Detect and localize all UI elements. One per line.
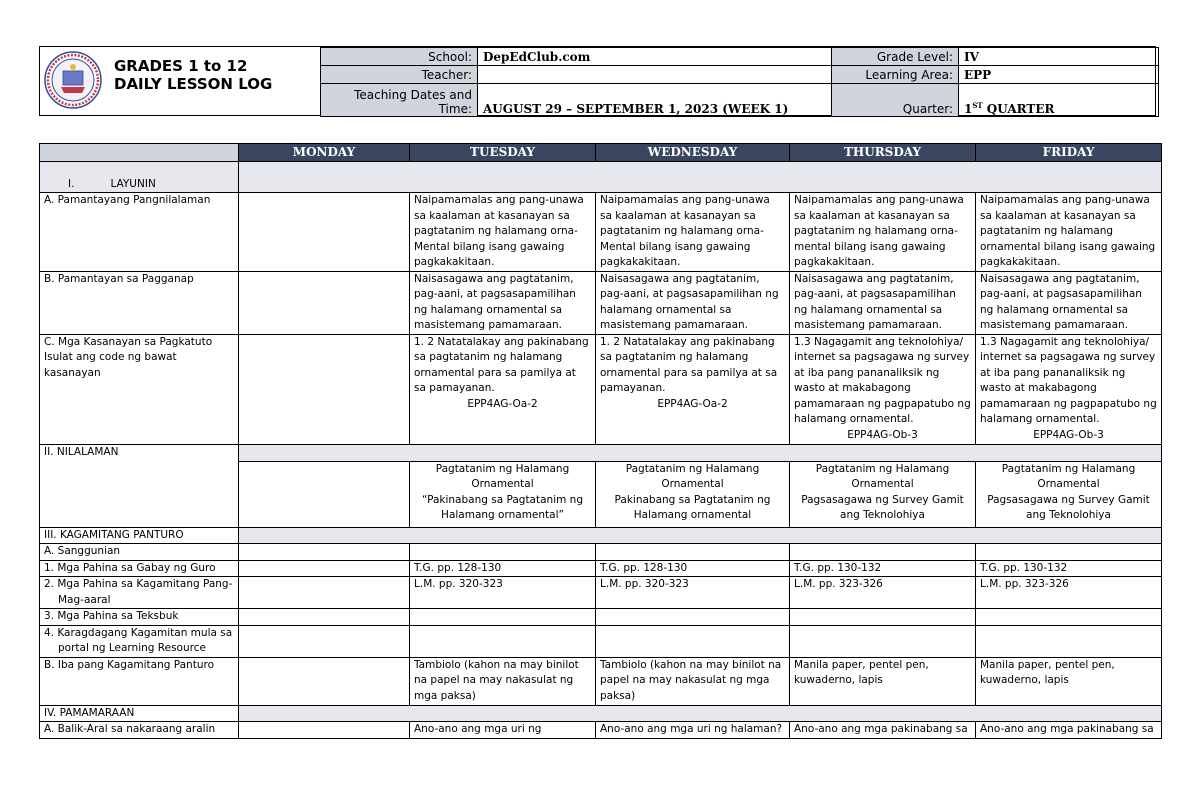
row-label-pamantayan-sa-pagganap: B. Pamantayan sa Pagganap xyxy=(40,271,239,334)
cell-wednesday: Naipamamalas ang pang-unawa sa kaalaman at kasanayan sa pagtatanim ng halamang orna-Mental bilang isang gawaing pagkakakitaan. xyxy=(596,193,790,272)
topic-title: Pagtatanim ng Halamang Ornamental xyxy=(1001,462,1136,490)
cell-wednesday: Naisasagawa ang pagtatanim, pag-aani, at pagsasapamilihan ng halamang ornamental sa masistemang pamamaraan. xyxy=(596,271,790,334)
table-row xyxy=(40,625,1162,657)
cell-thursday xyxy=(790,609,976,626)
section-kagamitan-row xyxy=(40,527,1162,544)
competency-text: 1.3 Nagagamit ang teknolohiya/ internet sa pagsagawa ng survey at iba pang pananaliksik ng wasto at makabagong pamamaraan ng pagpapatubo ng halamang ornamental. xyxy=(980,335,1157,425)
section-layunin xyxy=(40,162,239,193)
teaching-dates-value: AUGUST 29 – SEPTEMBER 1, 2023 (WEEK 1) xyxy=(478,84,832,117)
cell-friday: Naipamamalas ang pang-unawa sa kaalaman at kasanayan sa pagtatanim ng halamang ornamental bilang isang gawaing pagkakakitaan. xyxy=(976,193,1162,272)
competency-code: EPP4AG-Oa-2 xyxy=(657,397,728,410)
cell-tuesday xyxy=(410,461,596,527)
deped-seal-icon xyxy=(44,51,102,109)
day-header-blank xyxy=(40,144,239,162)
table-row xyxy=(40,657,1162,705)
day-tuesday: TUESDAY xyxy=(410,144,596,162)
row-label-text: 4. Karagdagang Kagamitan mula sa portal ng Learning Resource xyxy=(44,626,233,654)
cell-friday xyxy=(976,334,1162,444)
competency-code: EPP4AG-Ob-3 xyxy=(847,428,918,441)
row-label-gabay-ng-guro: 1. Mga Pahina sa Gabay ng Guro xyxy=(40,560,239,577)
competency-code: EPP4AG-Oa-2 xyxy=(467,397,538,410)
learning-area-label: Learning Area: xyxy=(832,66,959,84)
topic-subtitle: Pakinabang sa Pagtatanim ng Halamang ornamental xyxy=(614,493,771,521)
cell-wednesday xyxy=(596,461,790,527)
section-pamamaraan-fill xyxy=(239,705,1162,722)
section-nilalaman-row xyxy=(40,444,1162,461)
cell-tuesday: Naisasagawa ang pagtatanim, pag-aani, at pagsasapamilihan ng halamang ornamental sa masistemang pamamaraan. xyxy=(410,271,596,334)
day-friday: FRIDAY xyxy=(976,144,1162,162)
table-row xyxy=(40,560,1162,577)
cell-friday: Ano-ano ang mga pakinabang sa xyxy=(976,722,1162,739)
competency-code: EPP4AG-Ob-3 xyxy=(1033,428,1104,441)
row-label-karagdagang-kagamitan xyxy=(40,625,239,657)
cell-wednesday: Ano-ano ang mga uri ng halaman? xyxy=(596,722,790,739)
section-kagamitan: III. KAGAMITANG PANTURO xyxy=(40,527,239,544)
row-label-mga-kasanayan: C. Mga Kasanayan sa Pagkatuto Isulat ang code ng bawat kasanayan xyxy=(40,334,239,444)
row-label-text: 2. Mga Pahina sa Kagamitang Pang-Mag-aaral xyxy=(44,578,233,606)
competency-text: 1. 2 Natatalakay ang pakinabang sa pagtatanim ng halamang ornamental para sa pamilya at sa pamayanan. xyxy=(414,335,589,394)
day-monday: MONDAY xyxy=(239,144,410,162)
cell-monday xyxy=(239,461,410,527)
topic-subtitle: Pagsasagawa ng Survey Gamit ang Teknolohiya xyxy=(801,493,964,521)
section-nilalaman: II. NILALAMAN xyxy=(40,444,239,527)
cell-wednesday xyxy=(596,334,790,444)
cell-monday xyxy=(239,625,410,657)
table-row xyxy=(40,722,1162,739)
cell-thursday xyxy=(790,334,976,444)
cell-friday xyxy=(976,625,1162,657)
row-label-pamantayang-pangnilalaman: A. Pamantayang Pangnilalaman xyxy=(40,193,239,272)
cell-wednesday: Tambiolo (kahon na may binilot na papel na may nakasulat ng mga paksa) xyxy=(596,657,790,705)
cell-friday xyxy=(976,461,1162,527)
day-thursday: THURSDAY xyxy=(790,144,976,162)
quarter-text: QUARTER xyxy=(982,102,1055,116)
table-row xyxy=(40,193,1162,272)
cell-friday: T.G. pp. 130-132 xyxy=(976,560,1162,577)
topic-title: Pagtatanim ng Halamang Ornamental xyxy=(625,462,760,490)
cell-thursday xyxy=(790,625,976,657)
teacher-label: Teacher: xyxy=(321,66,478,84)
row-label-balik-aral: A. Balik-Aral sa nakaraang aralin xyxy=(40,722,239,739)
row-label-teksbuk: 3. Mga Pahina sa Teksbuk xyxy=(40,609,239,626)
cell-tuesday xyxy=(410,334,596,444)
cell-thursday: Ano-ano ang mga pakinabang sa xyxy=(790,722,976,739)
cell-thursday: Manila paper, pentel pen, kuwaderno, lapis xyxy=(790,657,976,705)
school-label: School: xyxy=(321,48,478,66)
table-row xyxy=(40,271,1162,334)
lesson-log-table xyxy=(39,143,1162,739)
section-pamamaraan: IV. PAMAMARAAN xyxy=(40,705,239,722)
cell-friday: Naisasagawa ang pagtatanim, pag-aani, at pagsasapamilihan ng halamang ornamental sa masistemang pamamaraan. xyxy=(976,271,1162,334)
quarter-suffix: ST xyxy=(972,101,983,110)
section-layunin-fill xyxy=(239,162,1162,193)
cell-monday xyxy=(239,722,410,739)
cell-friday xyxy=(976,544,1162,561)
cell-thursday: Naisasagawa ang pagtatanim, pag-aani, at pagsasapamilihan ng halamang ornamental sa masistemang pamamaraan. xyxy=(790,271,976,334)
cell-tuesday: Tambiolo (kahon na may binilot na papel na may nakasulat ng mga paksa) xyxy=(410,657,596,705)
cell-tuesday: T.G. pp. 128-130 xyxy=(410,560,596,577)
grade-level-label: Grade Level: xyxy=(832,48,959,66)
teaching-dates-label xyxy=(321,84,478,117)
topic-title: Pagtatanim ng Halamang Ornamental xyxy=(815,462,950,490)
cell-tuesday xyxy=(410,609,596,626)
cell-monday xyxy=(239,334,410,444)
cell-wednesday xyxy=(596,544,790,561)
cell-tuesday xyxy=(410,625,596,657)
table-row xyxy=(40,609,1162,626)
title-line-2: DAILY LESSON LOG xyxy=(114,75,273,93)
quarter-label: Quarter: xyxy=(832,84,959,117)
day-wednesday: WEDNESDAY xyxy=(596,144,790,162)
competency-text: 1.3 Nagagamit ang teknolohiya/ internet sa pagsagawa ng survey at iba pang pananaliksik ng wasto at makabagong pamamaraan ng pagpapatubo ng halamang ornamental. xyxy=(794,335,971,425)
cell-monday xyxy=(239,560,410,577)
cell-monday xyxy=(239,577,410,609)
teaching-dates-label-line1: Teaching Dates and xyxy=(354,88,472,102)
cell-friday: Manila paper, pentel pen, kuwaderno, lapis xyxy=(976,657,1162,705)
cell-thursday: Naipamamalas ang pang-unawa sa kaalaman at kasanayan sa pagtatanim ng halamang orna-mental bilang isang gawaing pagkakakitaan. xyxy=(790,193,976,272)
section-nilalaman-fill xyxy=(239,444,1162,461)
teacher-value xyxy=(478,66,832,84)
section-pamamaraan-row xyxy=(40,705,1162,722)
table-row xyxy=(40,577,1162,609)
header-info-table xyxy=(320,47,1159,117)
cell-friday xyxy=(976,609,1162,626)
section-layunin-title: LAYUNIN xyxy=(110,177,156,190)
table-row xyxy=(40,334,1162,444)
competency-text: 1. 2 Natatalakay ang pakinabang sa pagtatanim ng halamang ornamental para sa pamilya at sa pamayanan. xyxy=(600,335,778,394)
cell-thursday xyxy=(790,544,976,561)
cell-monday xyxy=(239,193,410,272)
document-title xyxy=(114,57,272,93)
cell-wednesday: T.G. pp. 128-130 xyxy=(596,560,790,577)
quarter-number: 1 xyxy=(964,102,973,116)
teaching-dates-label-line2: Time: xyxy=(438,102,472,116)
school-value: DepEdClub.com xyxy=(478,48,832,66)
cell-friday: L.M. pp. 323-326 xyxy=(976,577,1162,609)
cell-monday xyxy=(239,544,410,561)
section-layunin-row xyxy=(40,162,1162,193)
cell-tuesday: Ano-ano ang mga uri ng xyxy=(410,722,596,739)
table-row xyxy=(40,544,1162,561)
cell-monday xyxy=(239,609,410,626)
title-line-1: GRADES 1 to 12 xyxy=(114,57,248,75)
topic-subtitle: Pagsasagawa ng Survey Gamit ang Teknolohiya xyxy=(987,493,1150,521)
cell-tuesday: L.M. pp. 320-323 xyxy=(410,577,596,609)
row-label-kagamitang-pang-mag-aaral xyxy=(40,577,239,609)
cell-monday xyxy=(239,271,410,334)
cell-tuesday: Naipamamalas ang pang-unawa sa kaalaman at kasanayan sa pagtatanim ng halamang orna-Mental bilang isang gawaing pagkakakitaan. xyxy=(410,193,596,272)
cell-wednesday xyxy=(596,625,790,657)
cell-thursday: L.M. pp. 323-326 xyxy=(790,577,976,609)
grade-level-value: IV xyxy=(959,48,1159,66)
day-header-row xyxy=(40,144,1162,162)
cell-thursday xyxy=(790,461,976,527)
cell-thursday: T.G. pp. 130-132 xyxy=(790,560,976,577)
topic-title: Pagtatanim ng Halamang Ornamental xyxy=(435,462,570,490)
quarter-value xyxy=(959,84,1159,117)
row-label-sanggunian: A. Sanggunian xyxy=(40,544,239,561)
section-layunin-number: I. xyxy=(68,177,75,190)
learning-area-value: EPP xyxy=(959,66,1159,84)
section-kagamitan-fill xyxy=(239,527,1162,544)
row-label-iba-pang-kagamitan: B. Iba pang Kagamitang Panturo xyxy=(40,657,239,705)
topic-subtitle: “Pakinabang sa Pagtatanim ng Halamang ornamental” xyxy=(421,493,584,521)
cell-wednesday xyxy=(596,609,790,626)
cell-tuesday xyxy=(410,544,596,561)
cell-monday xyxy=(239,657,410,705)
cell-wednesday: L.M. pp. 320-323 xyxy=(596,577,790,609)
